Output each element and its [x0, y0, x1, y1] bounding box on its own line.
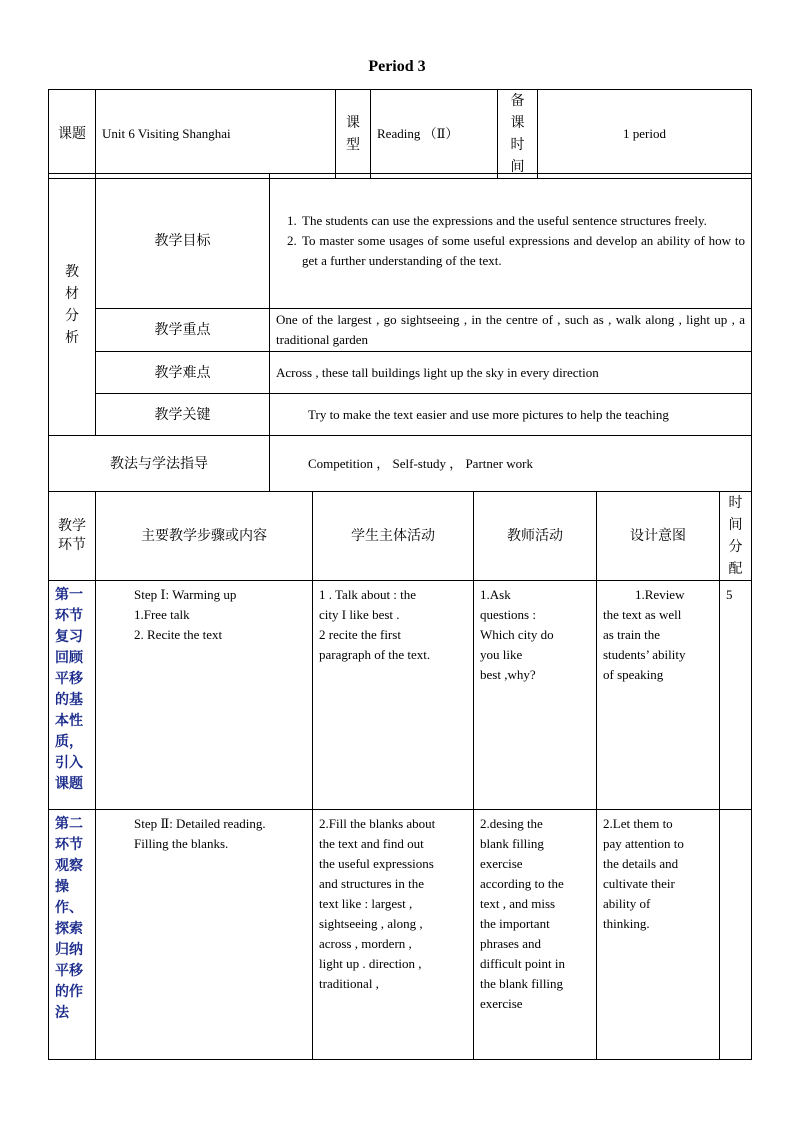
- goal-item: 1. The students can use the expressions and the useful sentence structures freely.: [300, 211, 745, 231]
- page-title: Period 3: [368, 58, 426, 75]
- header-table: [48, 89, 752, 179]
- teacher-line: 2.desing the: [480, 816, 543, 831]
- teacher-line: questions :: [480, 607, 536, 622]
- content-line: Filling the blanks.: [134, 836, 229, 851]
- purpose-line: thinking.: [603, 916, 650, 931]
- content-line: Step Ⅱ: Detailed reading.: [134, 816, 266, 831]
- time-header: [720, 492, 752, 581]
- student-line: traditional ,: [319, 976, 379, 991]
- content-cell: [96, 810, 313, 1060]
- content-header: 主要教学步骤或内容: [96, 492, 313, 581]
- student-line: text like : largest ,: [319, 896, 413, 911]
- key-label: 教学重点: [96, 309, 270, 352]
- content-cell: [96, 581, 313, 810]
- purpose-line: pay attention to: [603, 836, 684, 851]
- purpose-line: students’ ability: [603, 647, 686, 662]
- teacher-line: you like: [480, 647, 523, 662]
- teacher-cell: [474, 581, 597, 810]
- goals-cell: [270, 174, 752, 309]
- time-cell: [720, 810, 752, 1060]
- type-label-text: 课型: [346, 115, 360, 153]
- content-line: 1.Free talk: [134, 607, 190, 622]
- time-label-text: 备课时间: [510, 93, 525, 175]
- teacher-line: the important: [480, 916, 550, 931]
- teacher-line: blank filling: [480, 836, 544, 851]
- method-label: 教法与学法指导: [49, 436, 270, 492]
- teacher-line: exercise: [480, 996, 523, 1011]
- teacher-line: best ,why?: [480, 667, 536, 682]
- crux-cell: [270, 394, 752, 436]
- method-text: Competition ， Self-study ， Partner work: [270, 436, 752, 492]
- steps-table: [48, 491, 752, 1060]
- crux-text: Try to make the text easier and use more pictures to help the teaching: [308, 406, 669, 422]
- analysis-section-text: 教材分析: [65, 263, 79, 346]
- purpose-line: cultivate their: [603, 876, 675, 891]
- student-header: 学生主体活动: [313, 492, 474, 581]
- type-value: Reading （Ⅱ）: [371, 90, 498, 179]
- lesson-value: Unit 6 Visiting Shanghai: [96, 90, 336, 179]
- key-text: One of the largest , go sightseeing , in the centre of , such as , walk along , light up , a traditional garden: [270, 309, 752, 352]
- stage-header-text: 教学环节: [58, 518, 86, 553]
- student-cell: [313, 810, 474, 1060]
- purpose-line: of speaking: [603, 667, 664, 682]
- teacher-header: 教师活动: [474, 492, 597, 581]
- purpose-header: 设计意图: [597, 492, 720, 581]
- difficult-label: 教学难点: [96, 352, 270, 394]
- student-cell: [313, 581, 474, 810]
- teacher-line: Which city do: [480, 627, 554, 642]
- goals-list: [276, 211, 745, 271]
- purpose-line: the text as well: [603, 607, 682, 622]
- crux-label: 教学关键: [96, 394, 270, 436]
- goal-item: 2. To master some usages of some useful expressions and develop an ability of how to get a further understanding of the text.: [300, 231, 745, 271]
- teacher-line: 1.Ask: [480, 587, 511, 602]
- time-cell: 5: [720, 581, 752, 810]
- purpose-line: ability of: [603, 896, 651, 911]
- stage-cell: [49, 810, 96, 1060]
- content-line: Step Ⅰ: Warming up: [134, 587, 237, 602]
- student-line: sightseeing , along ,: [319, 916, 423, 931]
- lesson-label: 课题: [49, 90, 96, 179]
- table-row: [49, 810, 752, 1060]
- analysis-table: [48, 173, 752, 492]
- time-label: [498, 90, 538, 179]
- stage-text: 第二环节观察操作、探索归纳平移的作法: [55, 816, 83, 1021]
- teacher-line: exercise: [480, 856, 523, 871]
- goals-label: 教学目标: [96, 174, 270, 309]
- stage-text: 第一环节复习回顾平移的基本性质，引入课题: [55, 587, 83, 792]
- teacher-line: according to the: [480, 876, 564, 891]
- type-label: [336, 90, 371, 179]
- stage-cell: [49, 581, 96, 810]
- purpose-line: the details and: [603, 856, 679, 871]
- teacher-line: text , and miss: [480, 896, 556, 911]
- student-line: the useful expressions: [319, 856, 434, 871]
- time-value: 1 period: [538, 90, 752, 179]
- time-header-text: 时间分配: [728, 495, 743, 577]
- purpose-line: 1.Review: [635, 587, 685, 602]
- teacher-line: phrases and: [480, 936, 542, 951]
- student-line: across , mordern ,: [319, 936, 412, 951]
- stage-header: [49, 492, 96, 581]
- teacher-line: the blank filling: [480, 976, 564, 991]
- teacher-cell: [474, 810, 597, 1060]
- student-line: light up . direction ,: [319, 956, 422, 971]
- student-line: 2.Fill the blanks about: [319, 816, 436, 831]
- purpose-line: as train the: [603, 627, 661, 642]
- student-line: and structures in the: [319, 876, 425, 891]
- table-row: [49, 581, 752, 810]
- student-line: 2 recite the first: [319, 627, 401, 642]
- purpose-cell: [597, 810, 720, 1060]
- student-line: city I like best .: [319, 607, 400, 622]
- student-line: the text and find out: [319, 836, 424, 851]
- difficult-text: Across , these tall buildings light up the sky in every direction: [270, 352, 752, 394]
- content-line: 2. Recite the text: [134, 627, 223, 642]
- analysis-section-label: [49, 174, 96, 436]
- student-line: paragraph of the text.: [319, 647, 431, 662]
- student-line: 1 . Talk about : the: [319, 587, 417, 602]
- purpose-line: 2.Let them to: [603, 816, 673, 831]
- teacher-line: difficult point in: [480, 956, 565, 971]
- purpose-cell: [597, 581, 720, 810]
